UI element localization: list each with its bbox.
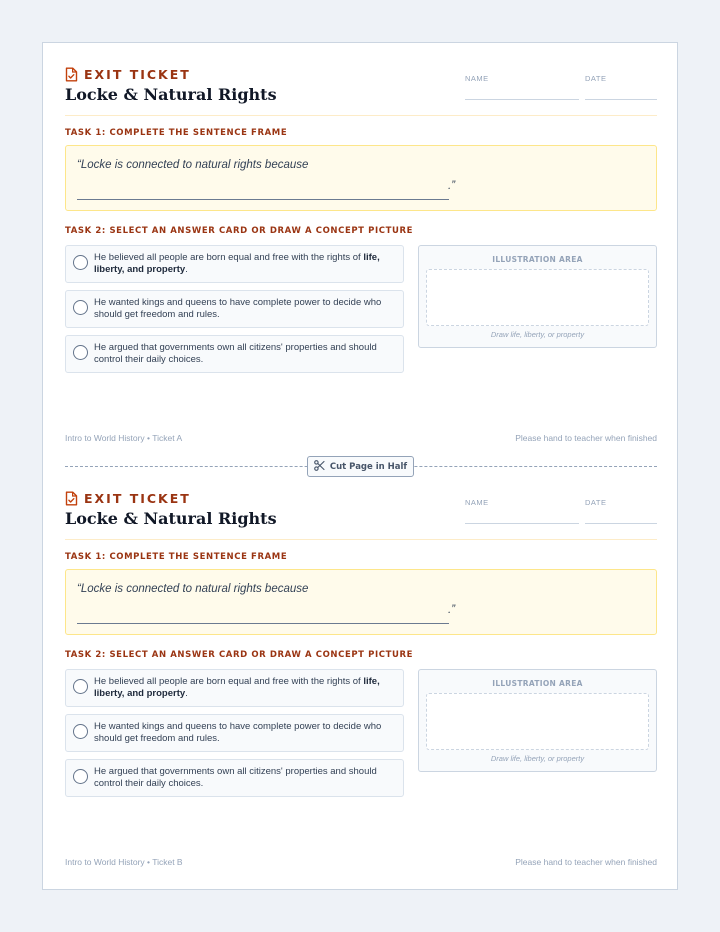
ticket-title: Locke & Natural Rights <box>65 509 277 528</box>
answer-card[interactable] <box>65 290 404 328</box>
answer-card[interactable] <box>65 245 404 283</box>
name-field[interactable] <box>465 74 579 100</box>
task1-label: TASK 1: COMPLETE THE SENTENCE FRAME <box>65 552 288 562</box>
ticket-header <box>65 65 191 83</box>
radio-button[interactable] <box>73 345 88 360</box>
cut-page-badge <box>307 456 414 477</box>
answer-card-text: He argued that governments own all citizens' properties and should control their daily choices. <box>94 342 377 365</box>
exit-ticket-label: EXIT TICKET <box>84 66 191 82</box>
date-label: DATE <box>585 498 607 507</box>
illustration-caption: Draw life, liberty, or property <box>490 754 585 763</box>
illustration-caption: Draw life, liberty, or property <box>490 330 585 339</box>
sentence-blank-line[interactable] <box>77 199 449 200</box>
answer-card[interactable] <box>65 759 404 797</box>
sentence-frame-end: .” <box>448 604 456 616</box>
sentence-frame-end: .” <box>448 180 456 192</box>
header-divider <box>65 115 657 116</box>
name-field[interactable] <box>465 498 579 524</box>
footer-course: Intro to World History • Ticket B <box>65 857 183 867</box>
drawing-box[interactable] <box>426 269 649 326</box>
exit-ticket-a <box>65 65 657 465</box>
sentence-frame <box>65 569 657 635</box>
cut-page-label: Cut Page in Half <box>329 461 408 472</box>
document-check-icon <box>65 491 78 506</box>
task1-label: TASK 1: COMPLETE THE SENTENCE FRAME <box>65 128 288 138</box>
drawing-box[interactable] <box>426 693 649 750</box>
document-check-icon <box>65 67 78 82</box>
name-label: NAME <box>465 498 489 507</box>
sentence-blank-line[interactable] <box>77 623 449 624</box>
scissors-icon <box>314 458 325 476</box>
exit-ticket-label: EXIT TICKET <box>84 490 191 506</box>
radio-button[interactable] <box>73 724 88 739</box>
illustration-label: ILLUSTRATION AREA <box>492 255 583 264</box>
ticket-title: Locke & Natural Rights <box>65 85 277 104</box>
illustration-label: ILLUSTRATION AREA <box>492 679 583 688</box>
answer-card[interactable] <box>65 335 404 373</box>
footer-instruction: Please hand to teacher when finished <box>515 857 657 867</box>
answer-card-text: He wanted kings and queens to have complete power to decide who should get freedom and rules. <box>94 721 382 744</box>
exit-ticket-b <box>65 489 657 889</box>
answer-card-text: He argued that governments own all citizens' properties and should control their daily choices. <box>94 766 377 789</box>
ticket-header <box>65 489 191 507</box>
answer-card[interactable] <box>65 669 404 707</box>
date-field[interactable] <box>585 74 657 100</box>
task2-label: TASK 2: SELECT AN ANSWER CARD OR DRAW A CONCEPT PICTURE <box>65 226 414 236</box>
date-label: DATE <box>585 74 607 83</box>
sentence-frame <box>65 145 657 211</box>
answer-card-text: He believed all people are born equal and free with the rights of life, liberty, and property. <box>94 676 380 699</box>
radio-button[interactable] <box>73 679 88 694</box>
sentence-frame-start: “Locke is connected to natural rights because <box>77 583 309 595</box>
header-divider <box>65 539 657 540</box>
date-field[interactable] <box>585 498 657 524</box>
footer-course: Intro to World History • Ticket A <box>65 433 183 443</box>
worksheet-page <box>42 42 678 890</box>
illustration-area <box>418 669 657 772</box>
name-label: NAME <box>465 74 489 83</box>
radio-button[interactable] <box>73 769 88 784</box>
radio-button[interactable] <box>73 300 88 315</box>
sentence-frame-start: “Locke is connected to natural rights because <box>77 159 309 171</box>
task2-label: TASK 2: SELECT AN ANSWER CARD OR DRAW A CONCEPT PICTURE <box>65 650 414 660</box>
answer-card[interactable] <box>65 714 404 752</box>
answer-card-text: He believed all people are born equal and free with the rights of life, liberty, and property. <box>94 252 380 275</box>
illustration-area <box>418 245 657 348</box>
radio-button[interactable] <box>73 255 88 270</box>
answer-card-text: He wanted kings and queens to have complete power to decide who should get freedom and rules. <box>94 297 382 320</box>
footer-instruction: Please hand to teacher when finished <box>515 433 657 443</box>
